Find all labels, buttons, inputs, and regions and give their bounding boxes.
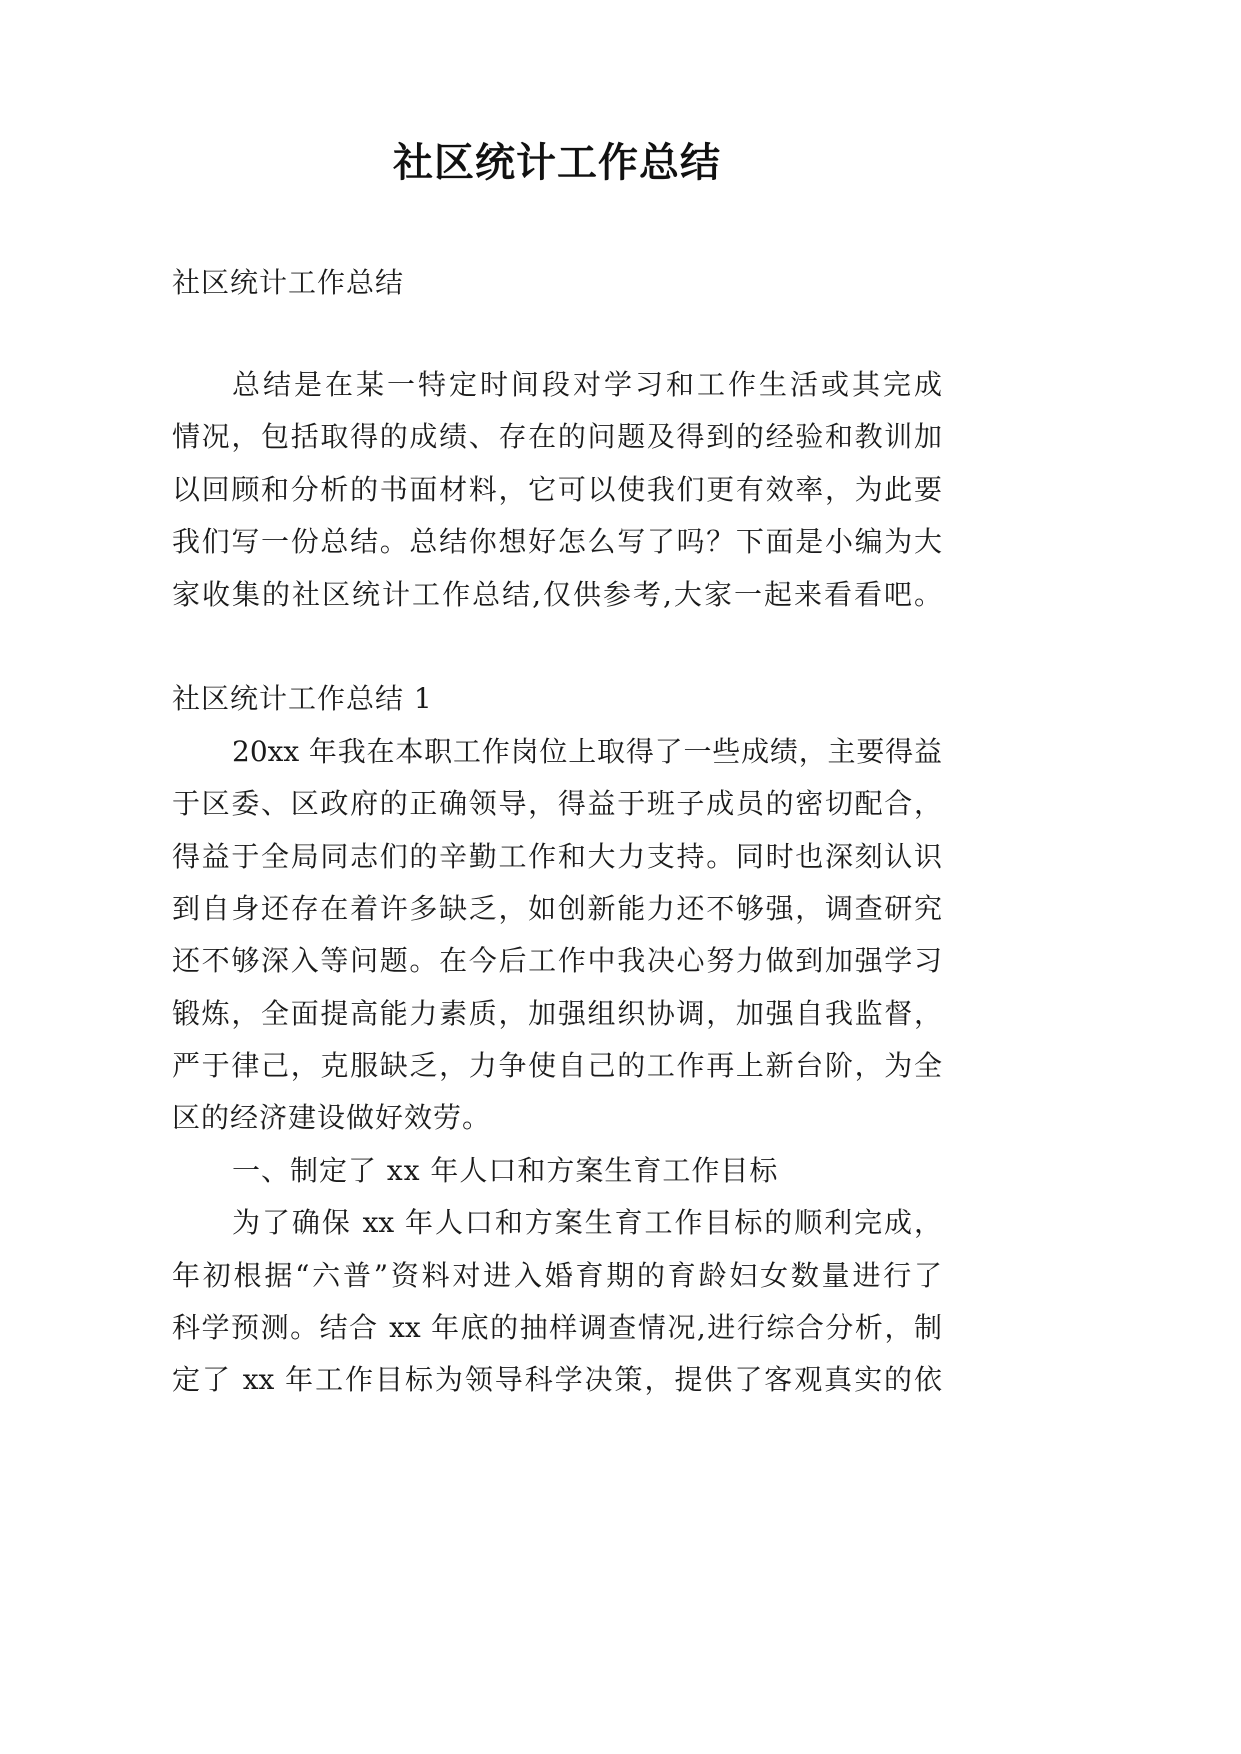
text-line: 以回顾和分析的书面材料，它可以使我们更有效率，为此要 xyxy=(172,472,942,506)
intro-paragraph xyxy=(172,359,942,621)
text-line: 定了 xx 年工作目标为领导科学决策，提供了客观真实的依 xyxy=(172,1363,942,1397)
text-line: 于区委、区政府的正确领导，得益于班子成员的密切配合， xyxy=(172,787,942,821)
text-line: 科学预测。结合 xx 年底的抽样调查情况,进行综合分析，制 xyxy=(172,1311,942,1345)
document-subtitle: 社区统计工作总结 xyxy=(172,266,405,299)
blank-line xyxy=(172,621,942,673)
text-line: 锻炼，全面提高能力素质，加强组织协调，加强自我监督， xyxy=(172,996,942,1030)
text-line: 家收集的社区统计工作总结,仅供参考,大家一起来看看吧。 xyxy=(172,577,942,611)
document-title: 社区统计工作总结 xyxy=(393,139,721,186)
section-paragraph xyxy=(172,726,942,1145)
item-paragraph xyxy=(172,1197,942,1407)
text-line: 为了确保 xx 年人口和方案生育工作目标的顺利完成， xyxy=(232,1206,942,1240)
text-line: 年初根据“六普”资料对进入婚育期的育龄妇女数量进行了 xyxy=(172,1258,942,1292)
text-line: 我们写一份总结。总结你想好怎么写了吗？下面是小编为大 xyxy=(172,525,942,559)
text-line: 得益于全局同志们的辛勤工作和大力支持。同时也深刻认识 xyxy=(172,839,942,873)
text-line: 20xx 年我在本职工作岗位上取得了一些成绩，主要得益 xyxy=(232,734,942,768)
text-line: 总结是在某一特定时间段对学习和工作生活或其完成 xyxy=(232,368,942,401)
item-heading: 一、制定了 xx 年人口和方案生育工作目标 xyxy=(232,1153,779,1187)
document-body xyxy=(172,359,942,1407)
text-line: 情况，包括取得的成绩、存在的问题及得到的经验和教训加 xyxy=(172,420,942,454)
text-line: 到自身还存在着许多缺乏，如创新能力还不够强，调查研究 xyxy=(172,891,942,925)
text-line: 还不够深入等问题。在今后工作中我决心努力做到加强学习 xyxy=(172,944,942,978)
section-heading: 社区统计工作总结 1 xyxy=(172,682,433,716)
text-line: 区的经济建设做好效劳。 xyxy=(172,1101,492,1135)
text-line: 严于律己，克服缺乏，力争使自己的工作再上新台阶，为全 xyxy=(172,1049,942,1083)
